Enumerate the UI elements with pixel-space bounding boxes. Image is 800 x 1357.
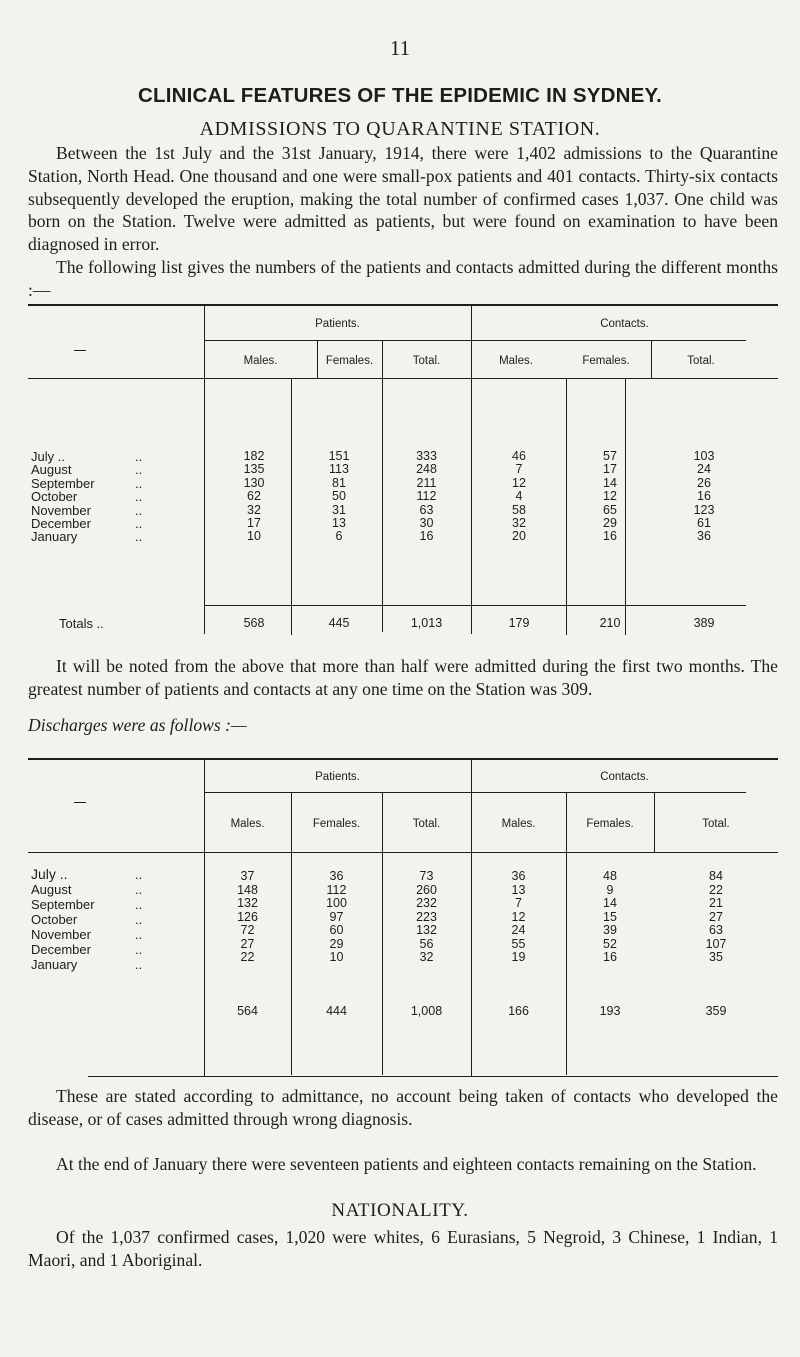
leader-dots: .. — [135, 489, 143, 505]
leader-dots: .. — [135, 957, 143, 972]
total-contacts-males: 179 — [508, 616, 530, 630]
leader-dots: .. — [135, 475, 143, 491]
paragraph-list-intro: The following list gives the numbers of the patients and contacts admitted during the different months :— — [28, 257, 778, 300]
table-cell: 112 — [416, 489, 437, 504]
discharges-table — [28, 758, 778, 1088]
table-cell: 12 — [512, 475, 526, 490]
header-contacts-females: Females. — [582, 355, 630, 367]
total-patients-males: 568 — [243, 616, 265, 630]
table-cell: 7 — [515, 896, 522, 910]
header-patients-males: Males. — [243, 355, 278, 367]
table-cell: 39 — [603, 923, 617, 937]
table-cell: 37 — [240, 869, 255, 883]
leader-dots: .. — [135, 882, 143, 897]
total-patients-total: 1,013 — [410, 616, 443, 630]
month-label: November — [31, 502, 91, 518]
table-cell: 103 — [693, 449, 715, 463]
table-cell: 46 — [512, 449, 526, 463]
table-cell: 232 — [416, 896, 437, 910]
table-cell: 63 — [419, 502, 434, 517]
col-patients-males — [204, 870, 291, 965]
header-contacts-females: Females. — [586, 818, 634, 830]
section-title-nationality: NATIONALITY. — [331, 1200, 469, 1221]
leader-dots: .. — [135, 449, 143, 464]
header-contacts: Contacts. — [600, 318, 649, 330]
header-contacts-total: Total. — [702, 818, 730, 830]
leader-dots: .. — [135, 897, 143, 912]
table-cell: 36 — [329, 869, 344, 883]
month-label: July .. — [31, 449, 65, 464]
table-cell: 29 — [603, 516, 617, 531]
table-cell: 14 — [603, 896, 617, 910]
table-cell: 65 — [603, 502, 617, 517]
table-cell: 16 — [697, 489, 711, 504]
table-cell: 22 — [709, 882, 723, 897]
table-cell: 19 — [511, 950, 526, 964]
table-cell: 112 — [326, 882, 347, 897]
paragraph-end-of-january: At the end of January there were seventeen patients and eighteen contacts remaining on the Station. — [56, 1154, 757, 1174]
page-number: 11 — [389, 36, 411, 60]
header-contacts-total: Total. — [687, 355, 715, 367]
header-patients-total: Total. — [412, 818, 441, 830]
table-cell: 16 — [603, 950, 617, 964]
header-contacts-males: Males. — [501, 818, 536, 830]
table-cell: 248 — [416, 462, 437, 477]
table-cell: 52 — [603, 936, 617, 951]
table-cell: 50 — [332, 489, 346, 504]
table-cell: 211 — [416, 475, 437, 490]
table-cell: 27 — [240, 936, 255, 951]
leader-dots: .. — [135, 502, 143, 518]
table-cell: 24 — [511, 923, 526, 937]
table-cell: 132 — [237, 896, 258, 910]
table-cell: 113 — [329, 462, 349, 477]
col-patients-females — [291, 870, 382, 965]
table-cell: 22 — [240, 950, 255, 964]
table-cell: 130 — [243, 475, 265, 490]
col-contacts-total — [654, 870, 778, 965]
col-patients-females — [304, 450, 374, 544]
totals-label: Totals .. — [59, 616, 104, 631]
table-cell: 9 — [606, 882, 614, 897]
table-cell: 31 — [332, 502, 346, 517]
header-patients: Patients. — [315, 318, 360, 330]
leader-dots: .. — [135, 516, 143, 531]
table-cell: 32 — [419, 950, 434, 964]
total-contacts-females: 193 — [599, 1004, 621, 1018]
paragraph-discharges-note: These are stated according to admittance, no account being taken of contacts who developed the disease, or of cases admitted through wrong diagnosis. — [28, 1086, 778, 1129]
table-cell: 58 — [512, 502, 526, 517]
month-label: August — [31, 462, 72, 478]
total-contacts-females: 210 — [599, 616, 621, 630]
table-cell: 260 — [416, 882, 437, 897]
col-patients-total — [382, 870, 471, 965]
page-heading: CLINICAL FEATURES OF THE EPIDEMIC IN SYDNEY. — [137, 84, 662, 107]
total-patients-females: 444 — [326, 1004, 347, 1018]
leader-dots: .. — [135, 942, 143, 957]
table-cell: 73 — [419, 869, 434, 883]
col-contacts-males — [471, 870, 566, 965]
month-label: November — [31, 927, 91, 942]
table-cell: 10 — [329, 950, 344, 964]
table-cell: 81 — [332, 475, 346, 490]
table-cell: 12 — [603, 489, 617, 504]
discharges-caption: Discharges were as follows :— — [28, 715, 247, 735]
table-cell: 135 — [243, 462, 265, 477]
table-cell: 24 — [697, 462, 711, 477]
month-label: September — [31, 475, 95, 491]
leader-dots: .. — [135, 529, 143, 545]
table-cell: 26 — [697, 475, 711, 490]
table-cell: 61 — [697, 516, 711, 531]
table-cell: 84 — [709, 869, 723, 883]
table-cell: 60 — [329, 923, 344, 937]
leader-dots: .. — [135, 867, 143, 882]
month-label: December — [31, 516, 91, 531]
col-contacts-females — [567, 450, 653, 544]
table-cell: 17 — [247, 516, 261, 531]
col-contacts-females — [566, 870, 654, 965]
leader-dots: .. — [135, 462, 143, 478]
table-cell: 16 — [603, 529, 617, 544]
table-cell: 126 — [237, 909, 258, 924]
table-cell: 57 — [603, 449, 617, 463]
col-contacts-total — [656, 450, 752, 544]
table-cell: 29 — [329, 936, 344, 951]
table-cell: 16 — [419, 529, 434, 544]
table-cell: 13 — [332, 516, 346, 531]
paragraph-admissions: Between the 1st July and the 31st January, 1914, there were 1,402 admissions to the Quarantine Station, North Head. One thousand and one were small-pox patients and 401 contacts. Thirty-six contacts subsequently developed the eruption, making the total number of confirmed cases 1,037. One child was born on the Station. Twelve were admitted as patients, but were found on examination to have been diagnosed in error. — [28, 143, 778, 255]
table-cell: 36 — [511, 869, 526, 883]
col-patients-total — [382, 450, 471, 544]
table-cell: 123 — [693, 502, 715, 517]
table-cell: 17 — [603, 462, 617, 477]
table-cell: 223 — [416, 909, 437, 924]
table-cell: 7 — [515, 462, 523, 477]
table-cell: 27 — [709, 909, 723, 924]
table-cell: 32 — [247, 502, 261, 517]
admissions-table — [28, 304, 778, 664]
total-patients-males: 564 — [237, 1004, 258, 1018]
section-title-admissions: ADMISSIONS TO QUARANTINE STATION. — [199, 118, 601, 140]
table-cell: 100 — [326, 896, 347, 910]
total-contacts-males: 166 — [508, 1004, 529, 1018]
table-cell: 30 — [419, 516, 434, 531]
header-patients-total: Total. — [412, 355, 441, 367]
table-cell: 48 — [603, 869, 617, 883]
month-label: July .. — [31, 866, 68, 882]
table-cell: 10 — [247, 529, 261, 544]
table-cell: 14 — [603, 475, 617, 490]
table-cell: 55 — [511, 936, 526, 951]
header-patients-females: Females. — [312, 818, 361, 830]
col-patients-males — [204, 450, 304, 544]
table-cell: 97 — [329, 909, 344, 924]
table-cell: 56 — [419, 936, 434, 951]
table-cell: 4 — [515, 489, 523, 504]
month-label: January — [31, 957, 78, 972]
total-contacts-total: 359 — [705, 1004, 727, 1018]
table-cell: 72 — [240, 923, 255, 937]
table-cell: 20 — [512, 529, 526, 544]
table-cell: 151 — [328, 449, 350, 463]
month-label: August — [31, 882, 72, 897]
table-cell: 35 — [709, 950, 723, 964]
month-label: October — [31, 912, 78, 927]
table-cell: 36 — [697, 529, 711, 544]
paragraph-note: It will be noted from the above that more than half were admitted during the first two months. The greatest number of patients and contacts at any one time on the Station was 309. — [28, 656, 778, 699]
month-label: October — [31, 489, 78, 505]
table-cell: 15 — [603, 909, 617, 924]
table-cell: 21 — [709, 896, 723, 910]
total-patients-females: 445 — [328, 616, 350, 630]
col-contacts-males — [471, 450, 567, 544]
month-label: December — [31, 942, 91, 957]
table-cell: 62 — [247, 489, 261, 504]
table-cell: 12 — [511, 909, 526, 924]
table-cell: 182 — [243, 449, 265, 463]
table-cell: 107 — [705, 936, 727, 951]
total-contacts-total: 389 — [693, 616, 715, 630]
table-cell: 32 — [512, 516, 526, 531]
header-contacts: Contacts. — [600, 771, 649, 783]
table-cell: 132 — [416, 923, 437, 937]
table-cell: 333 — [416, 449, 437, 463]
header-patients: Patients. — [315, 771, 360, 783]
table-cell: 13 — [511, 882, 526, 897]
header-patients-females: Females. — [325, 355, 374, 367]
leader-dots: .. — [135, 927, 143, 942]
header-contacts-males: Males. — [499, 355, 533, 367]
month-label: September — [31, 897, 95, 912]
header-patients-males: Males. — [230, 818, 265, 830]
leader-dots: .. — [135, 912, 143, 927]
total-patients-total: 1,008 — [410, 1004, 443, 1018]
month-label: January — [31, 529, 78, 545]
paragraph-nationality: Of the 1,037 confirmed cases, 1,020 were whites, 6 Eurasians, 5 Negroid, 3 Chinese, 1 Indian, 1 Maori, and 1 Aboriginal. — [28, 1227, 778, 1270]
table-cell: 148 — [237, 882, 258, 897]
table-cell: 63 — [709, 923, 723, 937]
table-cell: 6 — [335, 529, 343, 544]
